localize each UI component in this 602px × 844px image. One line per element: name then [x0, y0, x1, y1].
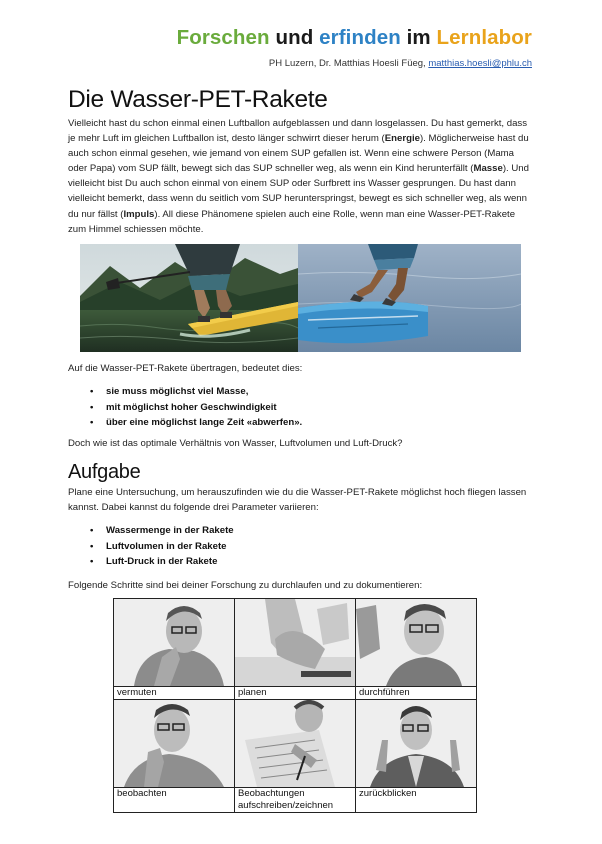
step-label: vermuten	[114, 687, 235, 700]
step-label: planen	[235, 687, 356, 700]
keyword-impuls: Impuls	[123, 208, 155, 220]
list-item: • Luftvolumen in der Rakete	[90, 539, 234, 555]
intro-text-3: ). Und vielleicht bist Du auch schon einmal von einem SUP oder Surfbrett ins Wasser gesprungen. Du hast dann vielleicht bemerkt, dass wenn du seitlich vom SUP herunterspringst, bewegt es sich schneller weg, als wenn du nur fällst (	[68, 163, 529, 220]
step-label: durchführen	[356, 687, 477, 700]
step-image-cell	[235, 599, 356, 687]
page-title: Die Wasser-PET-Rakete	[68, 86, 328, 113]
task-text: Plane eine Untersuchung, um herauszufinden wie du die Wasser-PET-Rakete möglichst hoch fliegen lassen kannst. Dabei kannst du folgende drei Parameter variieren:	[68, 487, 527, 514]
list-item: • über eine möglichst lange Zeit «abwerfen».	[90, 415, 302, 431]
thinking-person-image	[114, 599, 234, 686]
writing-notes-image	[235, 700, 355, 787]
step-label: Beobachtungen aufschreiben/zeichnen	[235, 788, 356, 813]
experimenting-person-image	[356, 599, 476, 686]
brand-word-erfinden: erfinden	[319, 26, 401, 49]
research-steps-table	[113, 598, 477, 813]
planning-hands-image	[235, 599, 355, 686]
step-label: zurückblicken	[356, 788, 477, 813]
author-line	[269, 58, 532, 69]
sup-photo-lake-image	[80, 244, 298, 352]
transfer-list	[90, 384, 302, 431]
step-label: beobachten	[114, 788, 235, 813]
step-image-cell	[114, 700, 235, 788]
steps-lead: Folgende Schritte sind bei deiner Forschung zu durchlaufen und zu dokumentieren:	[68, 580, 423, 591]
observing-person-image	[114, 700, 234, 787]
step-image-cell	[235, 700, 356, 788]
keyword-energie: Energie	[384, 133, 420, 145]
brand-word-lernlabor: Lernlabor	[436, 26, 532, 49]
brand-title	[177, 26, 532, 50]
sup-photo-jump-image	[298, 244, 521, 352]
list-item: • sie muss möglichst viel Masse,	[90, 384, 302, 400]
intro-paragraph	[68, 116, 534, 237]
list-item: • Wassermenge in der Rakete	[90, 523, 234, 539]
intro-text-4: ). All diese Phänomene spielen auch eine Rolle, wenn man eine Wasser-PET-Rakete zum Himmel schiessen möchte.	[68, 208, 516, 235]
brand-word-forschen: Forschen	[176, 26, 270, 49]
list-item: • mit möglichst hoher Geschwindigkeit	[90, 400, 302, 416]
question-text: Doch wie ist das optimale Verhältnis von Wasser, Luftvolumen und Luft-Druck?	[68, 438, 403, 449]
section-heading-aufgabe: Aufgabe	[68, 461, 141, 483]
intro-text-2: ). Möglicherweise hast du auch schon einmal gesehen, wie jemand von einem SUP gefallen ist. Wenn eine schwere Person (Mama oder Papa) vom SUP fällt, bewegt sich das SUP schneller weg, als wenn ein Kind herunterfällt (	[68, 133, 529, 175]
step-image-cell	[356, 700, 477, 788]
reflecting-person-image	[356, 700, 476, 787]
step-image-cell	[356, 599, 477, 687]
sup-photos	[80, 244, 521, 352]
list-item: • Luft-Druck in der Rakete	[90, 554, 234, 570]
brand-word-und: und	[275, 26, 314, 49]
params-list	[90, 523, 234, 570]
transfer-lead: Auf die Wasser-PET-Rakete übertragen, bedeutet dies:	[68, 363, 303, 374]
brand-word-im: im	[406, 26, 431, 49]
keyword-masse: Masse	[473, 163, 503, 175]
author-email-link[interactable]: matthias.hoesli@phlu.ch	[428, 58, 532, 69]
author-name: PH Luzern, Dr. Matthias Hoesli Füeg,	[268, 58, 426, 69]
step-image-cell	[114, 599, 235, 687]
intro-text-1: Vielleicht hast du schon einmal einen Luftballon aufgeblassen und dann losgelassen. Du hast gemerkt, dass je mehr Luft im gleichen Luftballon ist, desto länger schwirrt dieser herum (	[68, 118, 528, 145]
